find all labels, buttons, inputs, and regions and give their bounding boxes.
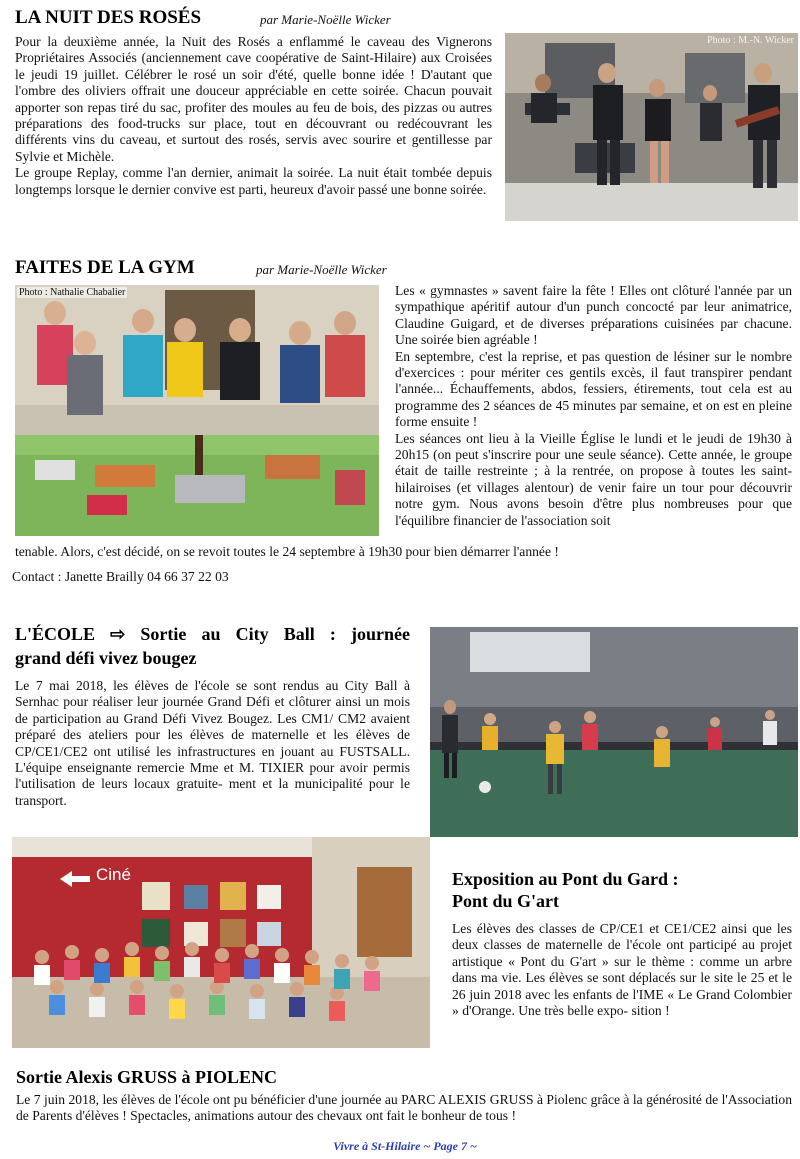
contact-line: Contact : Janette Brailly 04 66 37 22 03 xyxy=(12,569,229,584)
article-title: LA NUIT DES ROSÉS xyxy=(15,7,202,28)
article-body xyxy=(15,34,492,198)
city-ball-photo xyxy=(430,627,798,837)
article-title xyxy=(15,623,410,646)
band-concert-photo xyxy=(505,33,798,221)
page-footer: Vivre à St-Hilaire ~ Page 7 ~ xyxy=(333,1139,477,1153)
article-pont-du-gart xyxy=(0,835,800,1050)
gym-party-photo xyxy=(15,285,379,536)
paragraph: Le groupe Replay, comme l'an dernier, animait la soirée. La nuit était tombée depuis longtemps lorsque le dernier convive est parti, heureux d'avoir passé une bonne soirée. xyxy=(15,165,492,197)
article-byline: par Marie-Noëlle Wicker xyxy=(256,262,387,277)
article-title-line2: grand défi vivez bougez xyxy=(15,648,197,668)
article-title: Exposition au Pont du Gard : xyxy=(452,869,679,889)
arrow-icon: ⇨ xyxy=(110,624,126,644)
paragraph: Les « gymnastes » savent faire la fête ! Elles ont clôturé l'année par un sympathique apéritif autour d'un punch concocté par leur animatrice, Claudine Guigard, et de diverses préparations cuisinées par chacune. Une soirée bien agréable ! xyxy=(395,283,792,348)
photo-credit: Photo : Nathalie Chabalier xyxy=(19,287,126,298)
article-title: Sortie Alexis GRUSS à PIOLENC xyxy=(16,1067,278,1087)
children-exhibition-photo xyxy=(12,837,430,1048)
cinema-sign: Ciné xyxy=(96,865,131,884)
paragraph: En septembre, c'est la reprise, et pas question de lésiner sur le nombre d'exercices : pour mériter ces gentils excès, il faut transpirer pendant l'année... Échauffements, abdos, fessiers, étirements, tout cela est au programme des 2 séances de 45 minutes par semaine, et on est en pleine forme ensuite ! xyxy=(395,348,792,430)
title-part: Sortie au City Ball : journée xyxy=(140,624,411,644)
article-body xyxy=(395,283,792,529)
article-byline: par Marie-Noëlle Wicker xyxy=(260,12,391,27)
paragraph: Pour la deuxième année, la Nuit des Rosés a enflammé le caveau des Vignerons Propriétaires Associés (anciennement cave coopérative de Saint-Hilaire) aux Croisées le jeudi 19 juillet. Célébrer le rosé un soir d'été, quelle bonne idée ! D'autant que l'ombre des oliviers offrait une douceur appréciable en cette soirée. Chacun pouvait apporter son repas tiré du sac, profiter des moules au feu de bois, des pizzas ou autres préparations des food-trucks sur place, tout en découvrant ou redécouvrant les différents vins du caveau, et surtout des rosés, servis avec sourire et gentillesse par Sylvie et Michèle. xyxy=(15,34,492,164)
title-part: L'ÉCOLE xyxy=(15,624,96,644)
article-faites-de-la-gym xyxy=(0,250,800,590)
article-body: Les élèves des classes de CP/CE1 et CE1/CE2 ainsi que les deux classes de maternelle de l'école ont participé au projet artistique « Pont du G'art » sur le thème : comme un arbre dans ma vie. Les élèves se sont déplacés sur le site le 25 et le 26 juin 2018 avec les enfants de l'IME « Le Grand Colombier » d'Orange. Une très belle expo- sition ! xyxy=(452,921,792,1019)
paragraph: Les séances ont lieu à la Vieille Église le lundi et le jeudi de 19h30 à 20h15 (on peut s'inscrire pour une seule séance). Cette année, le groupe était de taille restreinte ; à la rentrée, on propose à toutes les saint-hilairoises (et villages alentour) de venir faire un tour pour découvrir notre gym. Nous avons besoin d'être plus nombreuses pour que l'équilibre financier de l'association soit xyxy=(395,430,792,528)
article-body: Le 7 juin 2018, les élèves de l'école ont pu bénéficier d'une journée au PARC ALEXIS GRUSS à Piolenc grâce à la générosité de l'Association de Parents d'élèves ! Spectacles, animations autour des chevaux ont fait le bonheur de tous ! xyxy=(16,1092,792,1124)
photo-credit: Photo : M.-N. Wicker xyxy=(707,35,794,46)
article-alexis-gruss xyxy=(0,1058,800,1133)
article-title: FAITES DE LA GYM xyxy=(15,257,195,278)
article-city-ball xyxy=(0,615,800,840)
article-body-tail: tenable. Alors, c'est décidé, on se revoit toutes le 24 septembre à 19h30 pour bien démarrer l'année ! xyxy=(15,544,559,559)
article-nuit-des-roses xyxy=(0,0,800,240)
article-body: Le 7 mai 2018, les élèves de l'école se sont rendus au City Ball à Sernhac pour réaliser leur journée Grand Défi et clôturer ainsi un mois de participation au Grand Défi Vivez Bougez. Les CM1/ CM2 avaient préparé des ateliers pour les élèves de maternelle et les élèves de CP/CE1/CE2 ont utilisé les infrastructures en jouant au FUSTSALL. L'équipe enseignante remercie Mme et M. TIXIER pour avoir permis l'utilisation de leurs locaux gratuite- ment et la municipalité pour le transport. xyxy=(15,678,410,808)
article-title-line2: Pont du G'art xyxy=(452,891,560,911)
